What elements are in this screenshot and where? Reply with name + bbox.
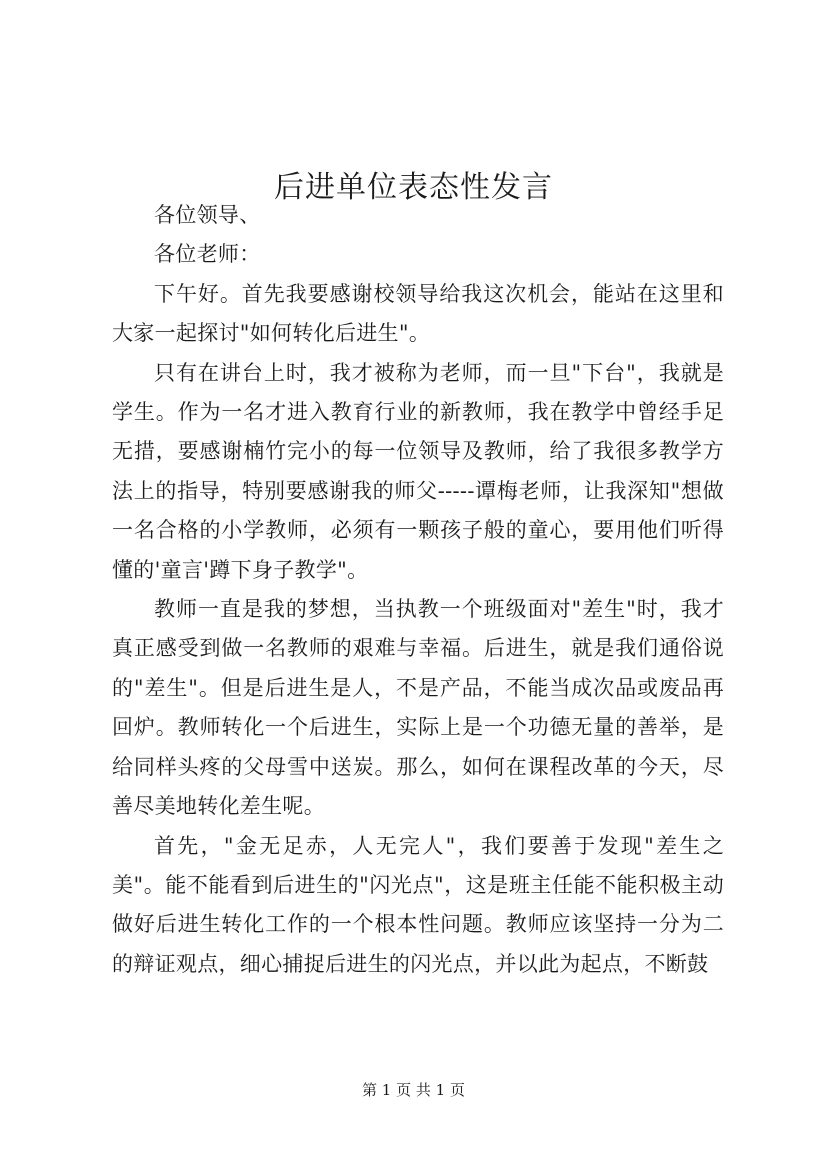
paragraph-dream: 教师一直是我的梦想，当执教一个班级面对"差生"时，我才真正感受到做一名教师的艰难与幸福。后进生，就是我们通俗说的"差生"。但是后进生是人，不是产品，不能当成次品或废品再回炉。教师转化一个后进生，实际上是一个功德无量的善举，是给同样头疼的父母雪中送炭。那么，如何在课程改革的今天，尽善尽美地转化差生呢。 (112, 597, 724, 819)
page-number-footer: 第 1 页 共 1 页 (362, 1081, 465, 1099)
salutation-teachers: 各位老师： (154, 242, 261, 267)
document-title: 后进单位表态性发言 (274, 170, 553, 206)
document-body (112, 196, 724, 984)
paragraph-greeting: 下午好。首先我要感谢校领导给我这次机会，能站在这里和大家一起探讨"如何转化后进生"。 (112, 281, 724, 346)
paragraph-first-point: 首先，"金无足赤，人无完人"，我们要善于发现"差生之美"。能不能看到后进生的"闪光点"，这是班主任能不能积极主动做好后进生转化工作的一个根本性问题。教师应该坚持一分为二的辩证观点，细心捕捉后进生的闪光点，并以此为起点，不断鼓 (112, 833, 724, 976)
paragraph-mentor: 只有在讲台上时，我才被称为老师，而一旦"下台"，我就是学生。作为一名才进入教育行业的新教师，我在教学中曾经手足无措，要感谢楠竹完小的每一位领导及教师，给了我很多教学方法上的指导，特别要感谢我的师父-----谭梅老师，让我深知"想做一名合格的小学教师，必须有一颗孩子般的童心，要用他们听得懂的'童言'蹲下身子教学"。 (112, 360, 724, 582)
salutation-leaders: 各位领导、 (154, 203, 261, 227)
